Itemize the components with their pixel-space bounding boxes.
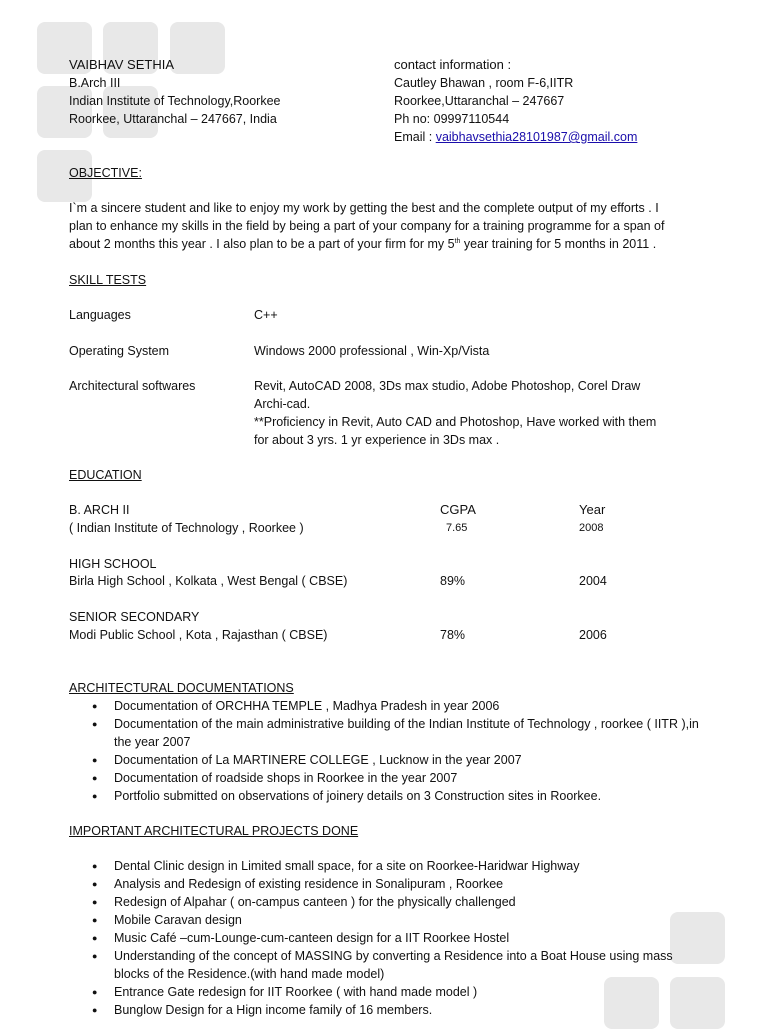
contact-line: Roorkee,Uttaranchal – 247667 [394, 94, 565, 108]
education-title: HIGH SCHOOL [69, 557, 157, 571]
skill-value: C++ [254, 308, 278, 322]
skill-note: **Proficiency in Revit, Auto CAD and Photoshop, Have worked with them [254, 415, 657, 429]
list-item: ● Understanding of the concept of MASSING by converting a Residence into a Boat House using mass blocks of the Residence.(with hand made model) [92, 947, 682, 983]
list-item: ● Mobile Caravan design [92, 911, 682, 929]
ordinal-suffix: th [454, 237, 461, 245]
education-title: SENIOR SECONDARY [69, 610, 200, 624]
education-title: B. ARCH II [69, 503, 130, 517]
institute: Indian Institute of Technology,Roorkee [69, 94, 281, 108]
email-line [394, 128, 637, 146]
cgpa-header: CGPA [440, 502, 476, 517]
contact-title: contact information : [394, 57, 512, 72]
skill-value: Archi-cad. [254, 397, 311, 411]
objective-text [69, 235, 656, 253]
education-year: 2004 [579, 574, 607, 588]
list-item: ● Documentation of roadside shops in Roorkee in the year 2007 [92, 769, 712, 787]
skill-label: Languages [69, 308, 131, 322]
documentations-heading: ARCHITECTURAL DOCUMENTATIONS [69, 681, 294, 695]
education-school: Modi Public School , Kota , Rajasthan ( CBSE) [69, 628, 328, 642]
objective-text: plan to enhance my skills in the field by being a part of your company for a training programme for a span of [69, 219, 665, 233]
education-score: 78% [440, 628, 466, 642]
degree: B.Arch III [69, 76, 121, 90]
objective-text: I`m a sincere student and like to enjoy my work by getting the best and the complete output of my efforts . I [69, 201, 659, 215]
education-heading: EDUCATION [69, 468, 142, 482]
list-item: ● Music Café –cum-Lounge-cum-canteen design for a IIT Roorkee Hostel [92, 929, 682, 947]
education-score: 7.65 [446, 522, 468, 534]
list-item: ● Analysis and Redesign of existing residence in Sonalipuram , Roorkee [92, 875, 682, 893]
skill-label: Architectural softwares [69, 379, 196, 393]
objective-text-part: about 2 months this year . I also plan to be a part of your firm for my 5 [69, 237, 455, 251]
skill-label: Operating System [69, 344, 170, 358]
projects-heading: IMPORTANT ARCHITECTURAL PROJECTS DONE [69, 824, 359, 838]
objective-text-part: year training for 5 months in 2011 . [460, 237, 657, 251]
skill-note: for about 3 yrs. 1 yr experience in 3Ds max . [254, 433, 500, 447]
address: Roorkee, Uttaranchal – 247667, India [69, 112, 277, 126]
education-score: 89% [440, 574, 466, 588]
documentations-list [92, 697, 712, 805]
decor-square [170, 22, 225, 74]
list-item: ● Redesign of Alpahar ( on-campus canteen ) for the physically challenged [92, 893, 682, 911]
list-item: ● Documentation of La MARTINERE COLLEGE , Lucknow in the year 2007 [92, 751, 712, 769]
education-school: ( Indian Institute of Technology , Roorkee ) [69, 521, 304, 535]
education-year: 2006 [579, 628, 607, 642]
list-item: ● Dental Clinic design in Limited small space, for a site on Roorkee-Haridwar Highway [92, 857, 682, 875]
education-school: Birla High School , Kolkata , West Bengal ( CBSE) [69, 574, 348, 588]
skill-value: Windows 2000 professional , Win-Xp/Vista [254, 344, 490, 358]
education-year: 2008 [579, 522, 604, 534]
year-header: Year [579, 502, 606, 517]
objective-heading: OBJECTIVE: [69, 166, 142, 180]
list-item: ● Bunglow Design for a Hign income family of 16 members. [92, 1001, 682, 1019]
list-item: ● Portfolio submitted on observations of joinery details on 3 Construction sites in Roorkee. [92, 787, 712, 805]
list-item: ● Documentation of the main administrative building of the Indian Institute of Technology , roorkee ( IITR ),in the year 2007 [92, 715, 712, 751]
list-item: ● Entrance Gate redesign for IIT Roorkee ( with hand made model ) [92, 983, 682, 1001]
contact-line: Cautley Bhawan , room F-6,IITR [394, 76, 574, 90]
email-link[interactable]: vaibhavsethia28101987@gmail.com [435, 130, 638, 144]
skill-value: Revit, AutoCAD 2008, 3Ds max studio, Adobe Photoshop, Corel Draw [254, 379, 641, 393]
candidate-name: VAIBHAV SETHIA [69, 57, 174, 72]
projects-list [92, 857, 682, 1019]
email-label: Email : [394, 130, 436, 144]
skills-heading: SKILL TESTS [69, 273, 147, 287]
phone-number: Ph no: 09997110544 [394, 112, 510, 126]
list-item: ● Documentation of ORCHHA TEMPLE , Madhya Pradesh in year 2006 [92, 697, 712, 715]
